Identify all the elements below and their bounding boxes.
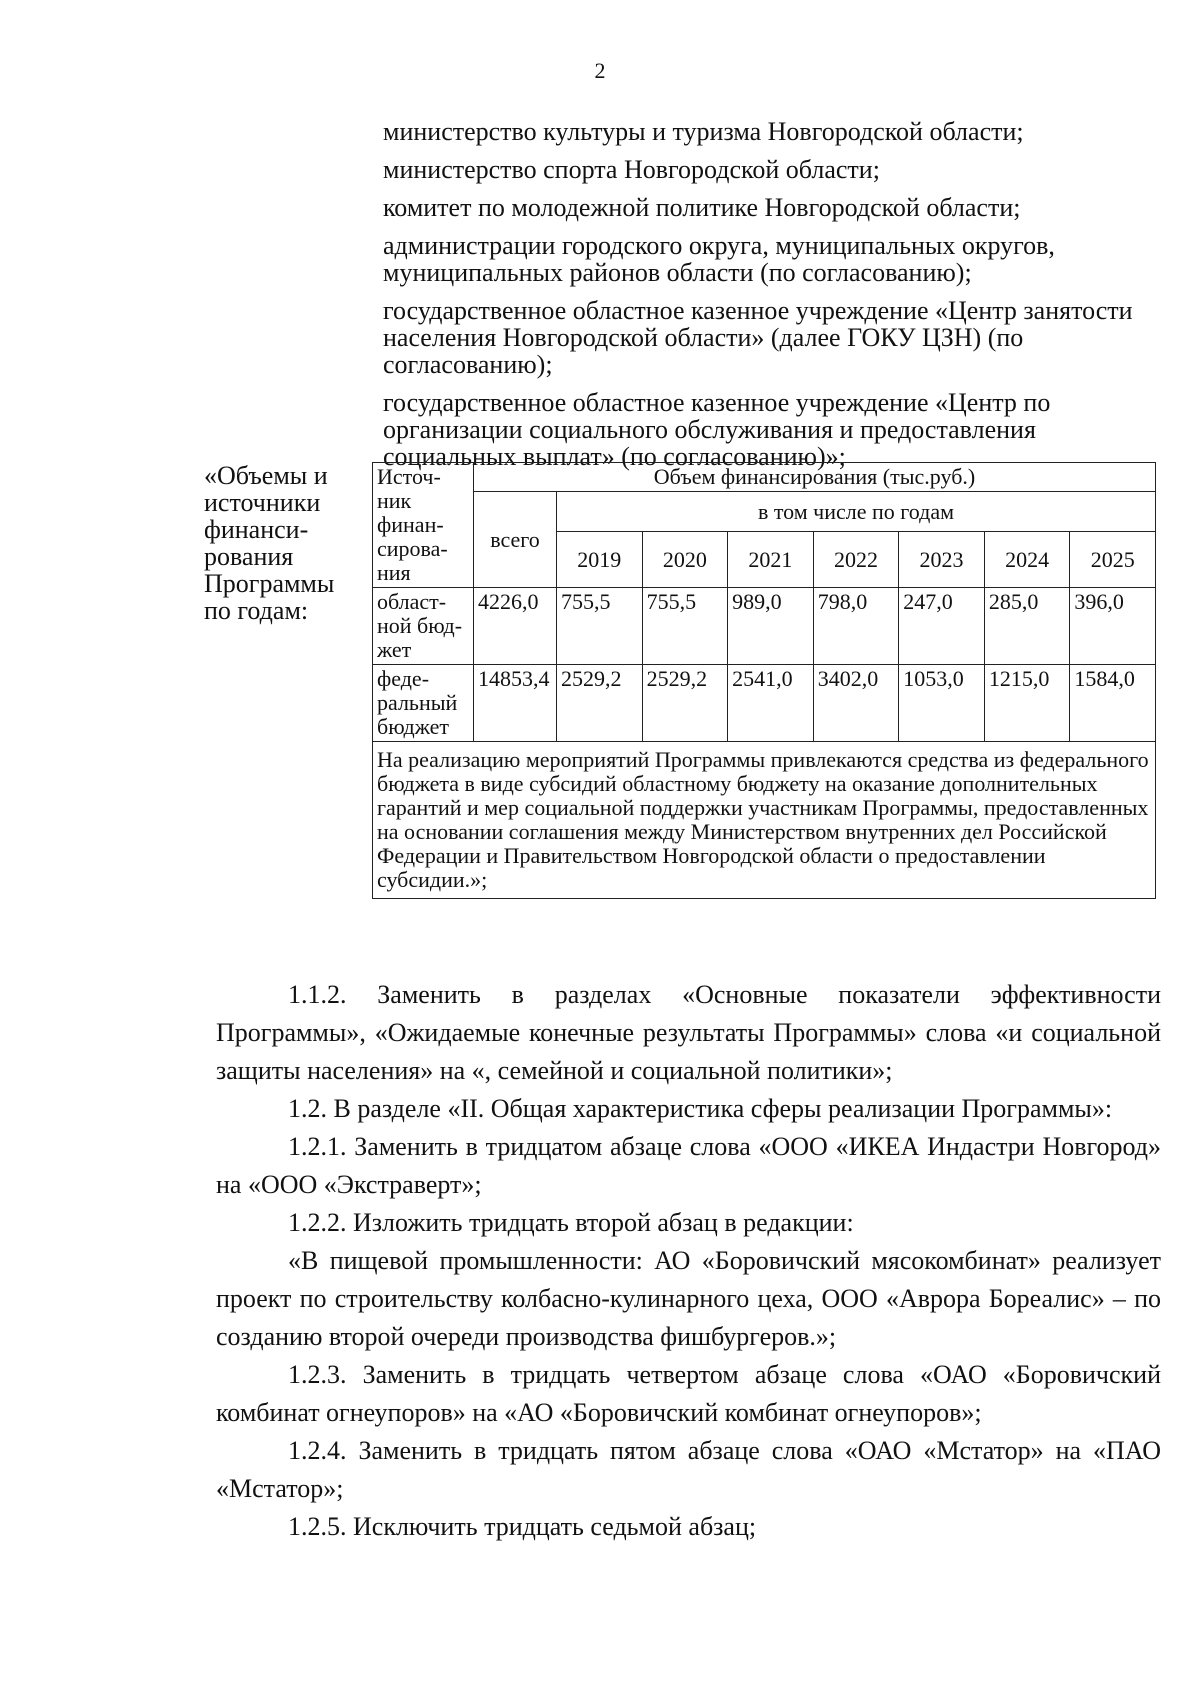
value-cell: 3402,0 (813, 665, 899, 742)
source-cell: феде-ральный бюджет (373, 665, 474, 742)
table-row (373, 588, 1156, 665)
executor-item: государственное областное казенное учреждение «Центр занятости населения Новгородской области» (далее ГОКУ ЦЗН) (по согласованию); (383, 296, 1133, 379)
paragraph: 1.2.2. Изложить тридцать второй абзац в редакции: (288, 1208, 854, 1237)
volume-header: Объем финансирования (тыс.руб.) (474, 463, 1156, 492)
executor-item: комитет по молодежной политике Новгородской области; (383, 193, 1021, 222)
value-cell: 2529,2 (642, 665, 728, 742)
year-header: 2019 (557, 532, 643, 588)
value-cell: 1215,0 (984, 665, 1070, 742)
total-cell: 14853,4 (474, 665, 557, 742)
year-header: 2025 (1070, 532, 1156, 588)
table-row (373, 665, 1156, 742)
value-cell: 755,5 (642, 588, 728, 665)
executor-item: государственное областное казенное учреждение «Центр по организации социального обслуживания и предоставления социальных выплат» (по согласованию)»; (383, 388, 1051, 471)
value-cell: 2529,2 (557, 665, 643, 742)
paragraph: «В пищевой промышленности: АО «Боровичский мясокомбинат» реализует проект по строительству колбасно-кулинарного цеха, ООО «Аврора Бореалис» – по созданию второй очереди производства фишбургеров.»; (216, 1246, 1161, 1351)
year-header: 2023 (899, 532, 985, 588)
executor-item: администрации городского округа, муниципальных округов, муниципальных районов области (по согласованию); (383, 231, 1055, 287)
page-number: 2 (594, 58, 606, 83)
paragraph: 1.2.4. Заменить в тридцать пятом абзаце слова «ОАО «Мстатор» на «ПАО «Мстатор»; (216, 1436, 1161, 1503)
value-cell: 2541,0 (728, 665, 814, 742)
paragraph: 1.2.3. Заменить в тридцать четвертом абзаце слова «ОАО «Боровичский комбинат огнеупоров» на «АО «Боровичский комбинат огнеупоров»; (216, 1360, 1161, 1427)
financing-table (372, 462, 1156, 899)
year-header: 2024 (984, 532, 1070, 588)
paragraph: 1.1.2. Заменить в разделах «Основные показатели эффективности Программы», «Ожидаемые конечные результаты Программы» слова «и социальной защиты населения» на «, семейной и социальной политики»; (216, 980, 1161, 1085)
year-header: 2020 (642, 532, 728, 588)
year-header: 2022 (813, 532, 899, 588)
total-cell: 4226,0 (474, 588, 557, 665)
years-header: в том числе по годам (557, 492, 1156, 532)
value-cell: 285,0 (984, 588, 1070, 665)
financing-section-label: «Объемы и источники финанси-рования Программы по годам: (204, 461, 335, 625)
table-note: На реализацию мероприятий Программы привлекаются средства из федерального бюджета в виде субсидий областному бюджету на оказание дополнительных гарантий и мер социальной поддержки участникам Программы, предоставленных на основании соглашения между Министерством внутренних дел Российской Федерации и Правительством Новгородской области о предоставлении субсидии.»; (373, 742, 1156, 899)
paragraph: 1.2.1. Заменить в тридцатом абзаце слова «ООО «ИКЕА Индастри Новгород» на «ООО «Экстраверт»; (216, 1132, 1161, 1199)
value-cell: 989,0 (728, 588, 814, 665)
executor-item: министерство спорта Новгородской области; (383, 155, 880, 184)
executors-list (383, 118, 1143, 481)
executor-item: министерство культуры и туризма Новгородской области; (383, 117, 1024, 146)
main-text (216, 976, 1161, 1546)
year-header: 2021 (728, 532, 814, 588)
value-cell: 247,0 (899, 588, 985, 665)
value-cell: 1584,0 (1070, 665, 1156, 742)
total-header: всего (474, 492, 557, 588)
value-cell: 798,0 (813, 588, 899, 665)
paragraph: 1.2. В разделе «II. Общая характеристика сферы реализации Программы»: (288, 1094, 1113, 1123)
value-cell: 396,0 (1070, 588, 1156, 665)
value-cell: 1053,0 (899, 665, 985, 742)
value-cell: 755,5 (557, 588, 643, 665)
source-header: Источ-ник финан-сирова-ния (373, 463, 474, 588)
paragraph: 1.2.5. Исключить тридцать седьмой абзац; (288, 1512, 757, 1541)
source-cell: област-ной бюд-жет (373, 588, 474, 665)
